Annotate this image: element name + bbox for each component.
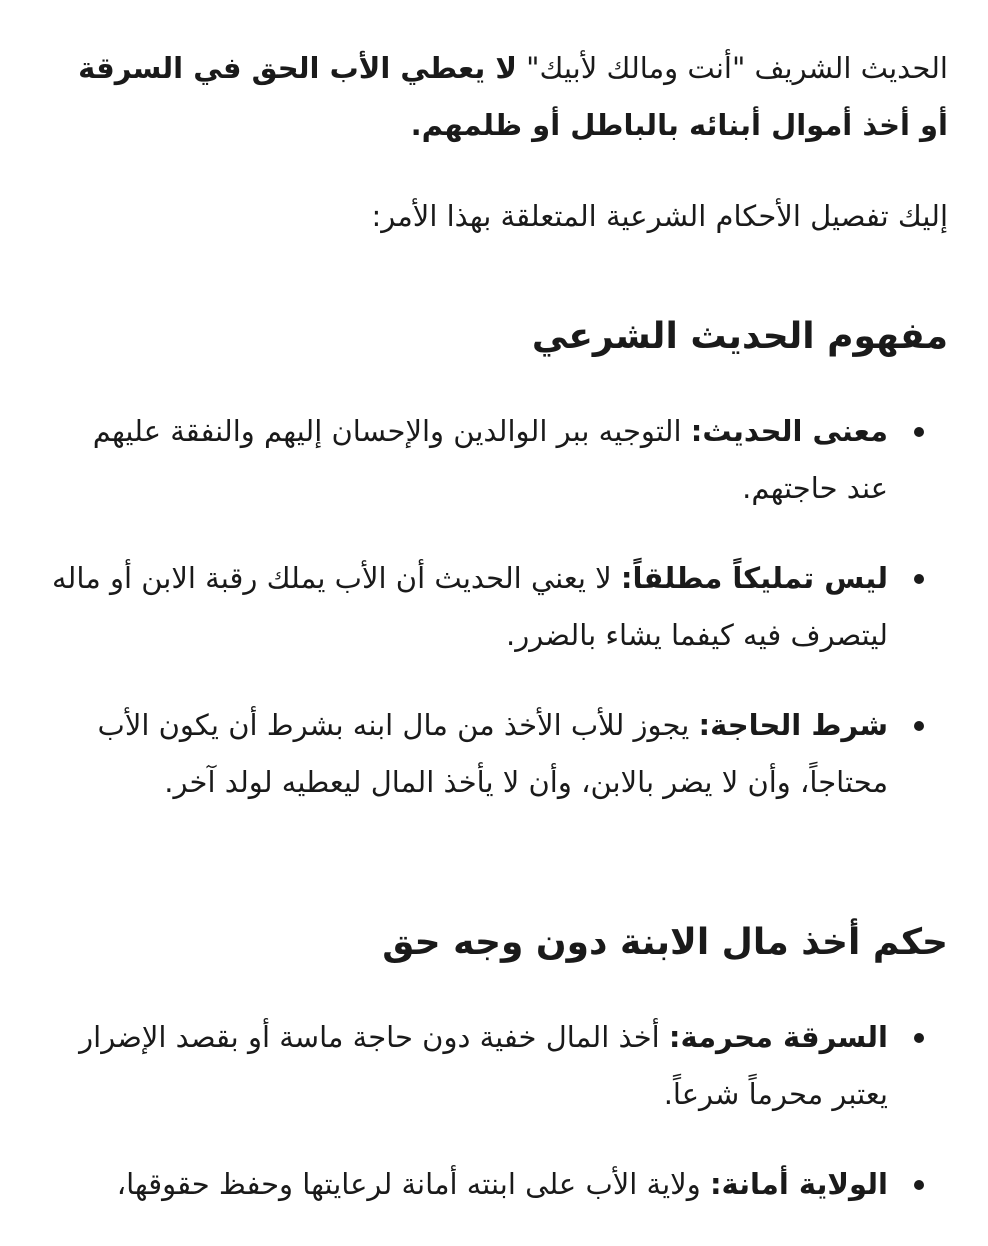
list-item-text: لا يعني الحديث أن الأب يملك رقبة الابن أو ماله ليتصرف فيه كيفما يشاء بالضرر. [51, 561, 888, 652]
section-heading-ruling: حكم أخذ مال الابنة دون وجه حق [382, 922, 948, 963]
list-item [44, 1009, 948, 1123]
bullet-icon [914, 574, 924, 584]
list-item-text: أخذ المال خفية دون حاجة ماسة أو بقصد الإضرار يعتبر محرماً شرعاً. [79, 1020, 888, 1111]
ruling-list [44, 1009, 948, 1213]
bullet-icon [914, 1033, 924, 1043]
intro-paragraph [44, 40, 948, 154]
bullet-icon [914, 721, 924, 731]
list-item-term: الولاية أمانة: [709, 1167, 888, 1201]
hadith-concept-list [44, 403, 948, 811]
list-item-text: يجوز للأب الأخذ من مال ابنه بشرط أن يكون الأب محتاجاً، وأن لا يضر بالابن، وأن لا يأخذ المال ليعطيه لولد آخر. [97, 708, 888, 799]
section-heading-hadith-concept: مفهوم الحديث الشرعي [531, 316, 948, 357]
list-item-term: ليس تمليكاً مطلقاً: [620, 561, 888, 595]
list-item [44, 403, 948, 517]
bullet-icon [914, 1180, 924, 1190]
lead-paragraph: إليك تفصيل الأحكام الشرعية المتعلقة بهذا الأمر: [371, 199, 948, 233]
intro-plain-text: الحديث الشريف "أنت ومالك لأبيك" [516, 51, 948, 85]
list-item [44, 550, 948, 664]
list-item-term: شرط الحاجة: [698, 708, 888, 742]
list-item [44, 1156, 948, 1213]
intro-bold-text: لا يعطي الأب الحق في السرقة أو أخذ أموال أبنائه بالباطل أو ظلمهم. [78, 51, 948, 142]
list-item-term: السرقة محرمة: [668, 1020, 888, 1054]
bullet-icon [914, 427, 924, 437]
list-item-term: معنى الحديث: [690, 414, 888, 448]
list-item-text: ولاية الأب على ابنته أمانة لرعايتها وحفظ حقوقها، [116, 1167, 710, 1201]
list-item [44, 697, 948, 811]
list-item-text: التوجيه ببر الوالدين والإحسان إليهم والنفقة عليهم عند حاجتهم. [92, 414, 888, 505]
